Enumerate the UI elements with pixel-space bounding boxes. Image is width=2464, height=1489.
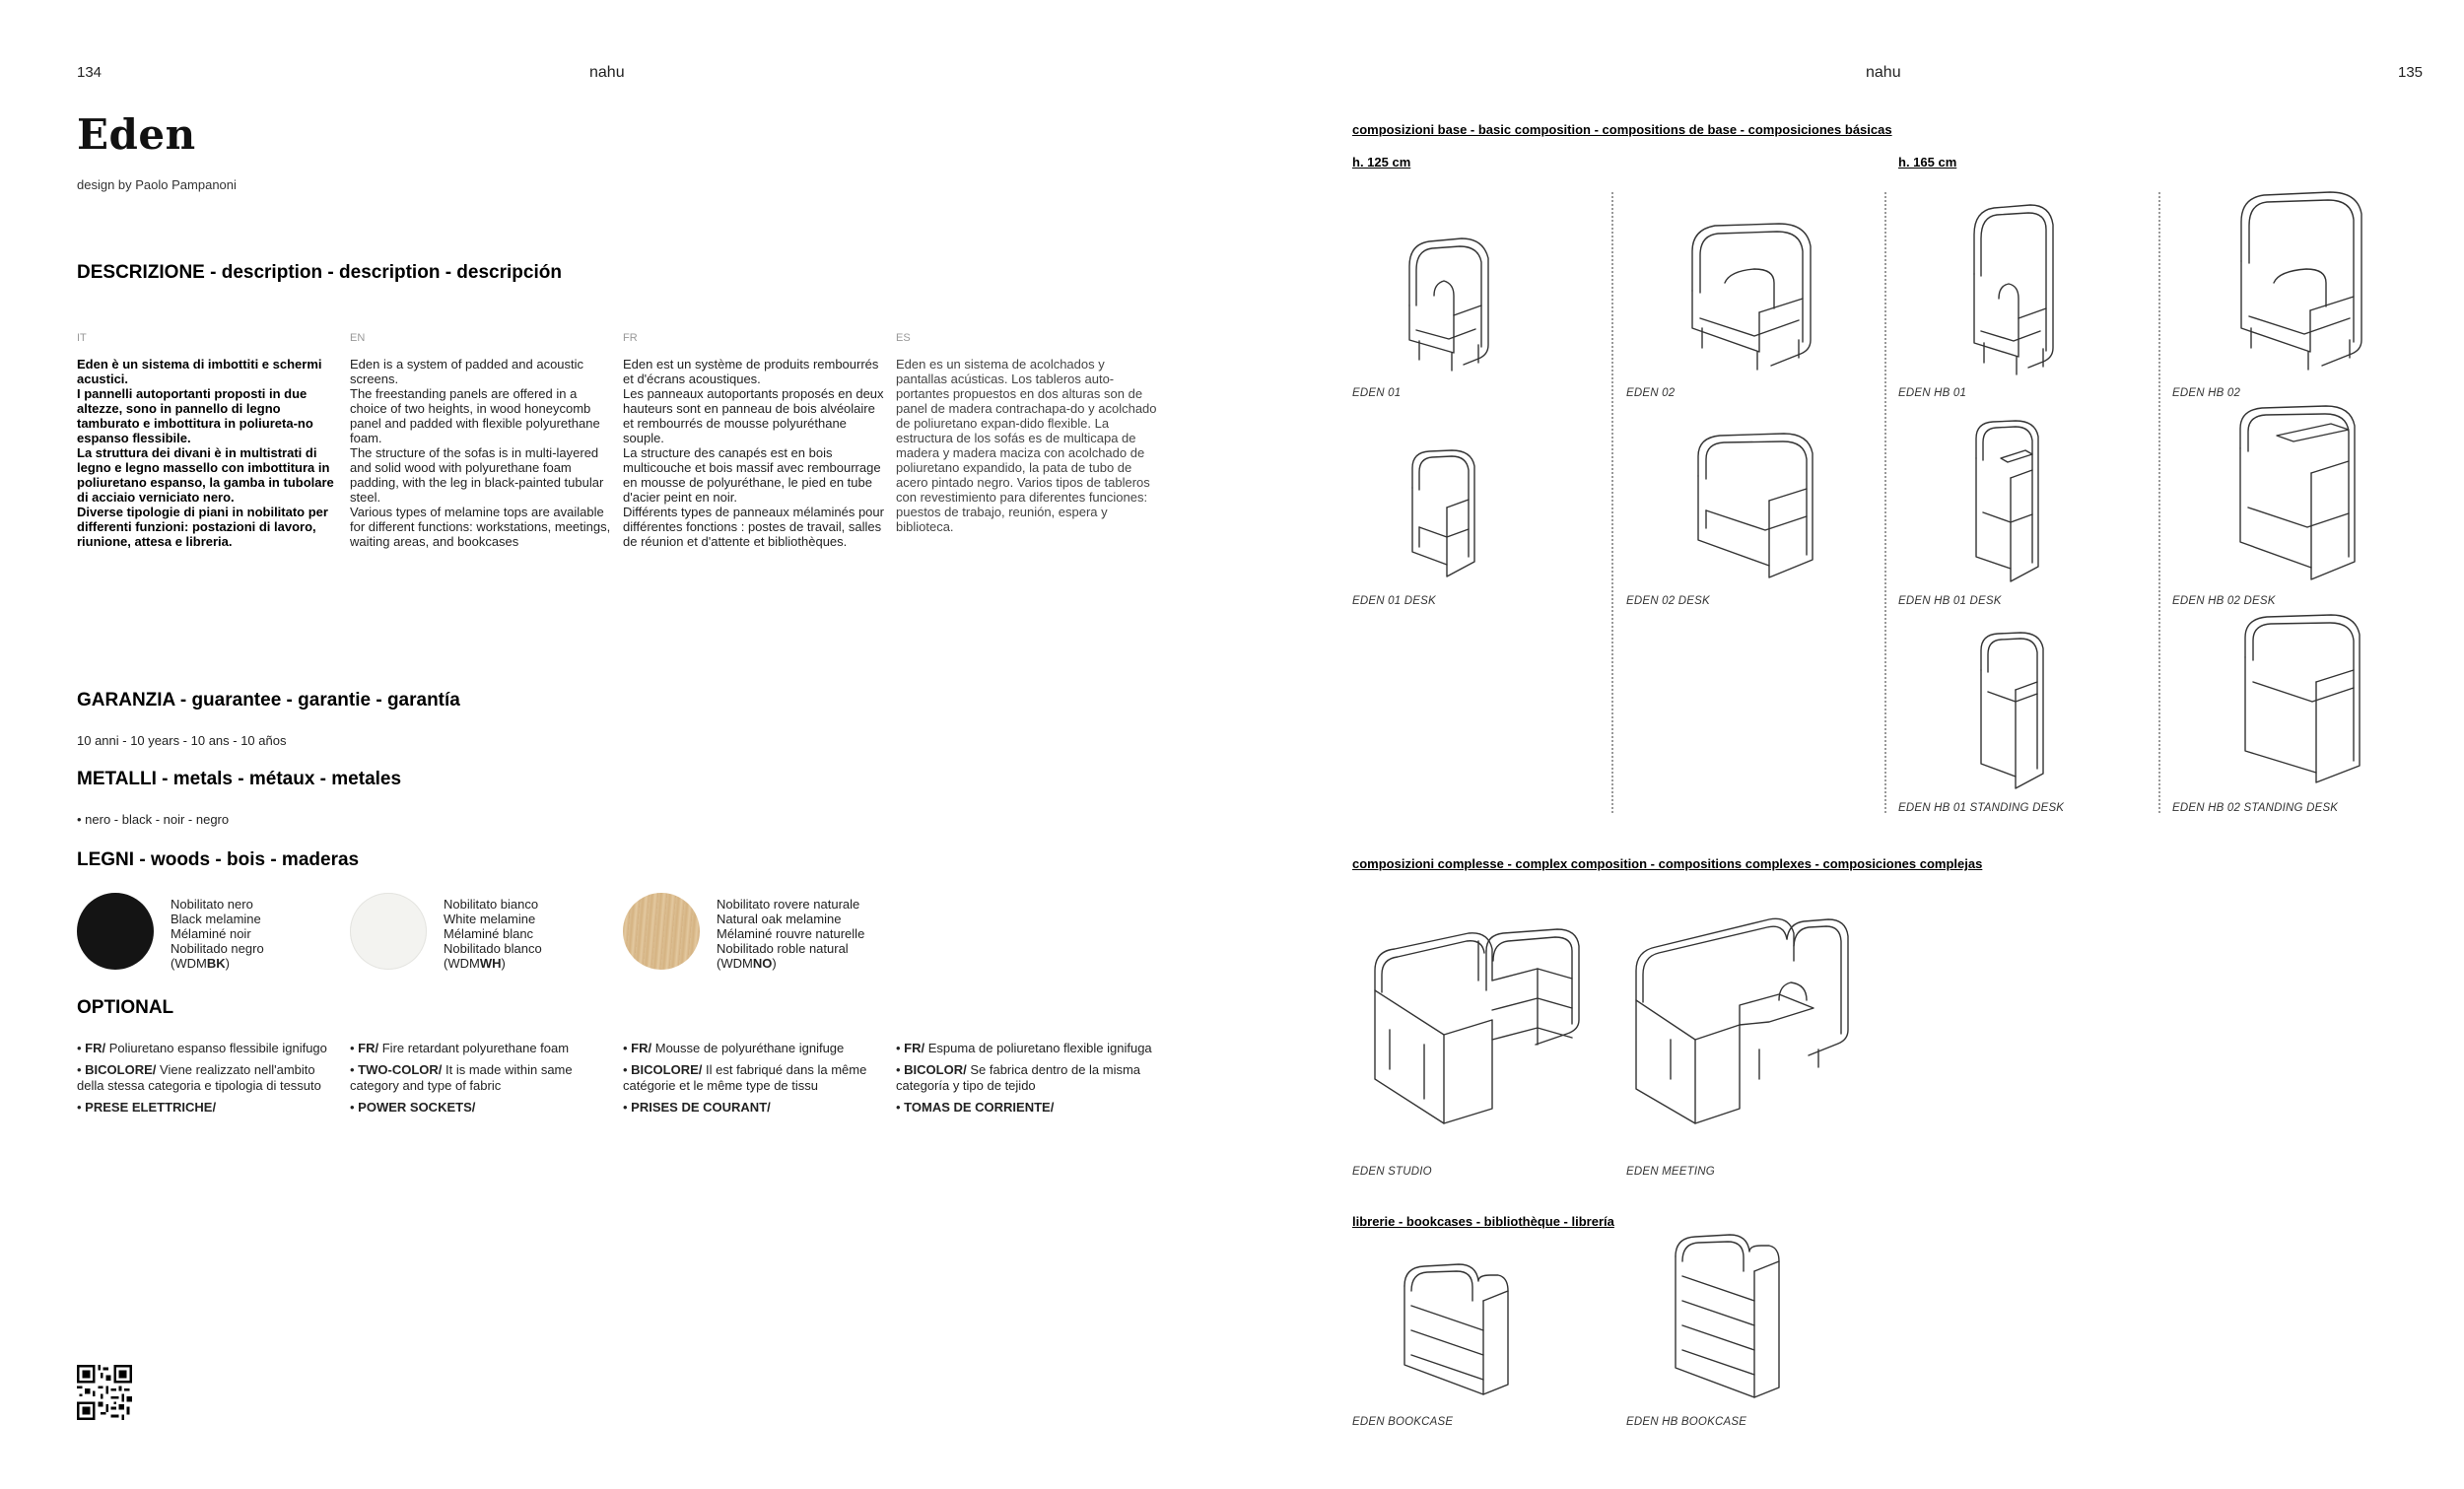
description-en: Eden is a system of padded and acoustic screens. The freestanding panels are offered in a choice of two heights, in wood honeycomb panel and padded with flexible polyurethane foam. The structure of the sofas is in multi-layered and solid wood with polyurethane foam padding, with the leg in black-painted tubular steel. Various types of melamine tops are available for different functions: workstations, meetings, waiting areas, and bookcases	[350, 357, 611, 549]
lang-label-en: EN	[350, 332, 366, 344]
eden-02-desk-drawing	[1690, 432, 1823, 589]
warranty-text: 10 anni - 10 years - 10 ans - 10 años	[77, 733, 287, 748]
caption-eden-hb-02: EDEN HB 02	[2172, 387, 2241, 399]
eden-02-drawing	[1680, 222, 1823, 379]
caption-eden-hb-bookcase: EDEN HB BOOKCASE	[1626, 1416, 1747, 1428]
eden-studio-drawing	[1370, 921, 1597, 1158]
column-divider	[1884, 192, 1886, 813]
lang-label-es: ES	[896, 332, 911, 344]
height-125-label: h. 125 cm	[1352, 155, 1411, 169]
right-page-number: 135	[2398, 64, 2424, 81]
height-165-label: h. 165 cm	[1898, 155, 1957, 169]
black-melamine-label: Nobilitato nero Black melamine Mélaminé noir Nobilitado negro (WDMBK)	[171, 897, 264, 971]
complex-composition-heading: composizioni complesse - complex composition - compositions complexes - composiciones complejas	[1352, 856, 1983, 871]
eden-hb-01-desk-drawing	[1971, 419, 2070, 591]
lang-label-fr: FR	[623, 332, 638, 344]
black-melamine-swatch	[77, 893, 154, 970]
white-melamine-swatch	[350, 893, 427, 970]
oak-melamine-label: Nobilitato rovere naturale Natural oak melamine Mélaminé rouvre naturelle Nobilitado roble natural (WDMNO)	[717, 897, 865, 971]
description-it: Eden è un sistema di imbottiti e schermi acustici. I pannelli autoportanti proposti in due altezze, sono in pannello di legno tamburato e imbottitura in poliureta-no espanso flessibile. La struttura dei divani è in multistrati di legno e legno massello con imbottitura in poliuretano espanso, la gamba in tubolare di acciaio verniciato nero. Diverse tipologie di piani in nobilitato per differenti funzioni: postazioni di lavoro, riunione, attesa e libreria.	[77, 357, 334, 549]
caption-eden-meeting: EDEN MEETING	[1626, 1166, 1715, 1178]
optional-heading: OPTIONAL	[77, 997, 174, 1018]
caption-eden-hb-01: EDEN HB 01	[1898, 387, 1967, 399]
caption-eden-hb-01-desk: EDEN HB 01 DESK	[1898, 595, 2002, 607]
left-brand: nahu	[589, 64, 625, 81]
eden-hb-02-standing-desk-drawing	[2237, 613, 2375, 795]
caption-eden-hb-02-standing-desk: EDEN HB 02 STANDING DESK	[2172, 802, 2339, 814]
caption-eden-hb-01-standing-desk: EDEN HB 01 STANDING DESK	[1898, 802, 2065, 814]
lang-label-it: IT	[77, 332, 87, 344]
description-fr: Eden est un système de produits rembourrés et d'écrans acoustiques. Les panneaux autoportants proposés en deux hauteurs sont en panneau de bois alvéolaire et rembourrés de mousse polyuréthane souple. La structure des canapés est en bois multicouche et bois massif avec rembourrage en mousse de polyuréthane, le pied en tube d'acier peint en noir. Différents types de panneaux mélaminés pour différentes fonctions : postes de travail, salles de réunion et d'attente et bibliothèques.	[623, 357, 884, 549]
right-brand: nahu	[1866, 64, 1901, 81]
qr-code[interactable]	[77, 1365, 132, 1420]
caption-eden-02-desk: EDEN 02 DESK	[1626, 595, 1710, 607]
metals-text: • nero - black - noir - negro	[77, 812, 230, 827]
eden-meeting-drawing	[1631, 912, 1858, 1158]
warranty-heading: GARANZIA - guarantee - garantie - garantía	[77, 690, 460, 711]
white-melamine-label: Nobilitato bianco White melamine Mélaminé blanc Nobilitado blanco (WDMWH)	[444, 897, 542, 971]
description-heading: DESCRIZIONE - description - description - descripción	[77, 262, 562, 283]
eden-hb-02-drawing	[2229, 192, 2377, 379]
eden-hb-02-desk-drawing	[2232, 404, 2370, 591]
optional-fr: • FR/ Mousse de polyuréthane ignifuge • BICOLORE/ Il est fabriqué dans la même catégorie et le même type de tissu • PRISES DE COURANT/	[623, 1041, 867, 1115]
eden-hb-01-drawing	[1959, 205, 2078, 382]
metals-heading: METALLI - metals - métaux - metales	[77, 769, 402, 789]
oak-melamine-swatch	[623, 893, 700, 970]
basic-composition-heading: composizioni base - basic composition - compositions de base - composiciones básicas	[1352, 122, 1892, 137]
column-divider	[1611, 192, 1613, 813]
product-title: Eden	[77, 110, 196, 159]
optional-es: • FR/ Espuma de poliuretano flexible ignifuga • BICOLOR/ Se fabrica dentro de la misma categoría y tipo de tejido • TOMAS DE CORRIENTE/	[896, 1041, 1152, 1115]
caption-eden-02: EDEN 02	[1626, 387, 1676, 399]
designer-credit: design by Paolo Pampanoni	[77, 177, 237, 192]
optional-it: • FR/ Poliuretano espanso flessibile ignifugo • BICOLORE/ Viene realizzato nell'ambito della stessa categoria e tipologia di tessuto • PRESE ELETTRICHE/	[77, 1041, 327, 1115]
optional-en: • FR/ Fire retardant polyurethane foam • TWO-COLOR/ It is made within same category and type of fabric • POWER SOCKETS/	[350, 1041, 573, 1115]
woods-heading: LEGNI - woods - bois - maderas	[77, 849, 360, 870]
eden-hb-bookcase-drawing	[1671, 1232, 1789, 1414]
caption-eden-bookcase: EDEN BOOKCASE	[1352, 1416, 1454, 1428]
caption-eden-01: EDEN 01	[1352, 387, 1402, 399]
column-divider	[2158, 192, 2160, 813]
caption-eden-hb-02-desk: EDEN HB 02 DESK	[2172, 595, 2276, 607]
eden-01-drawing	[1395, 237, 1513, 379]
bookcases-heading: librerie - bookcases - bibliothèque - librería	[1352, 1214, 1614, 1229]
caption-eden-studio: EDEN STUDIO	[1352, 1166, 1432, 1178]
caption-eden-01-desk: EDEN 01 DESK	[1352, 595, 1436, 607]
eden-hb-01-standing-desk-drawing	[1976, 631, 2075, 798]
eden-bookcase-drawing	[1400, 1261, 1518, 1409]
description-es: Eden es un sistema de acolchados y pantallas acústicas. Los tableros auto-portantes propuestos en dos alturas son de panel de madera contrachapa-do y acolchado de poliuretano expan-dido flexible. La estructura de los sofás es de multicapa de madera y madera maciza con acolchado de poliuretano expandido, la pata de tubo de acero pintado negro. Varios tipos de tableros con revestimiento para diferentes funciones: puestos de trabajo, reunión, espera y biblioteca.	[896, 357, 1157, 534]
eden-01-desk-drawing	[1407, 448, 1506, 586]
left-page-number: 134	[77, 64, 103, 81]
